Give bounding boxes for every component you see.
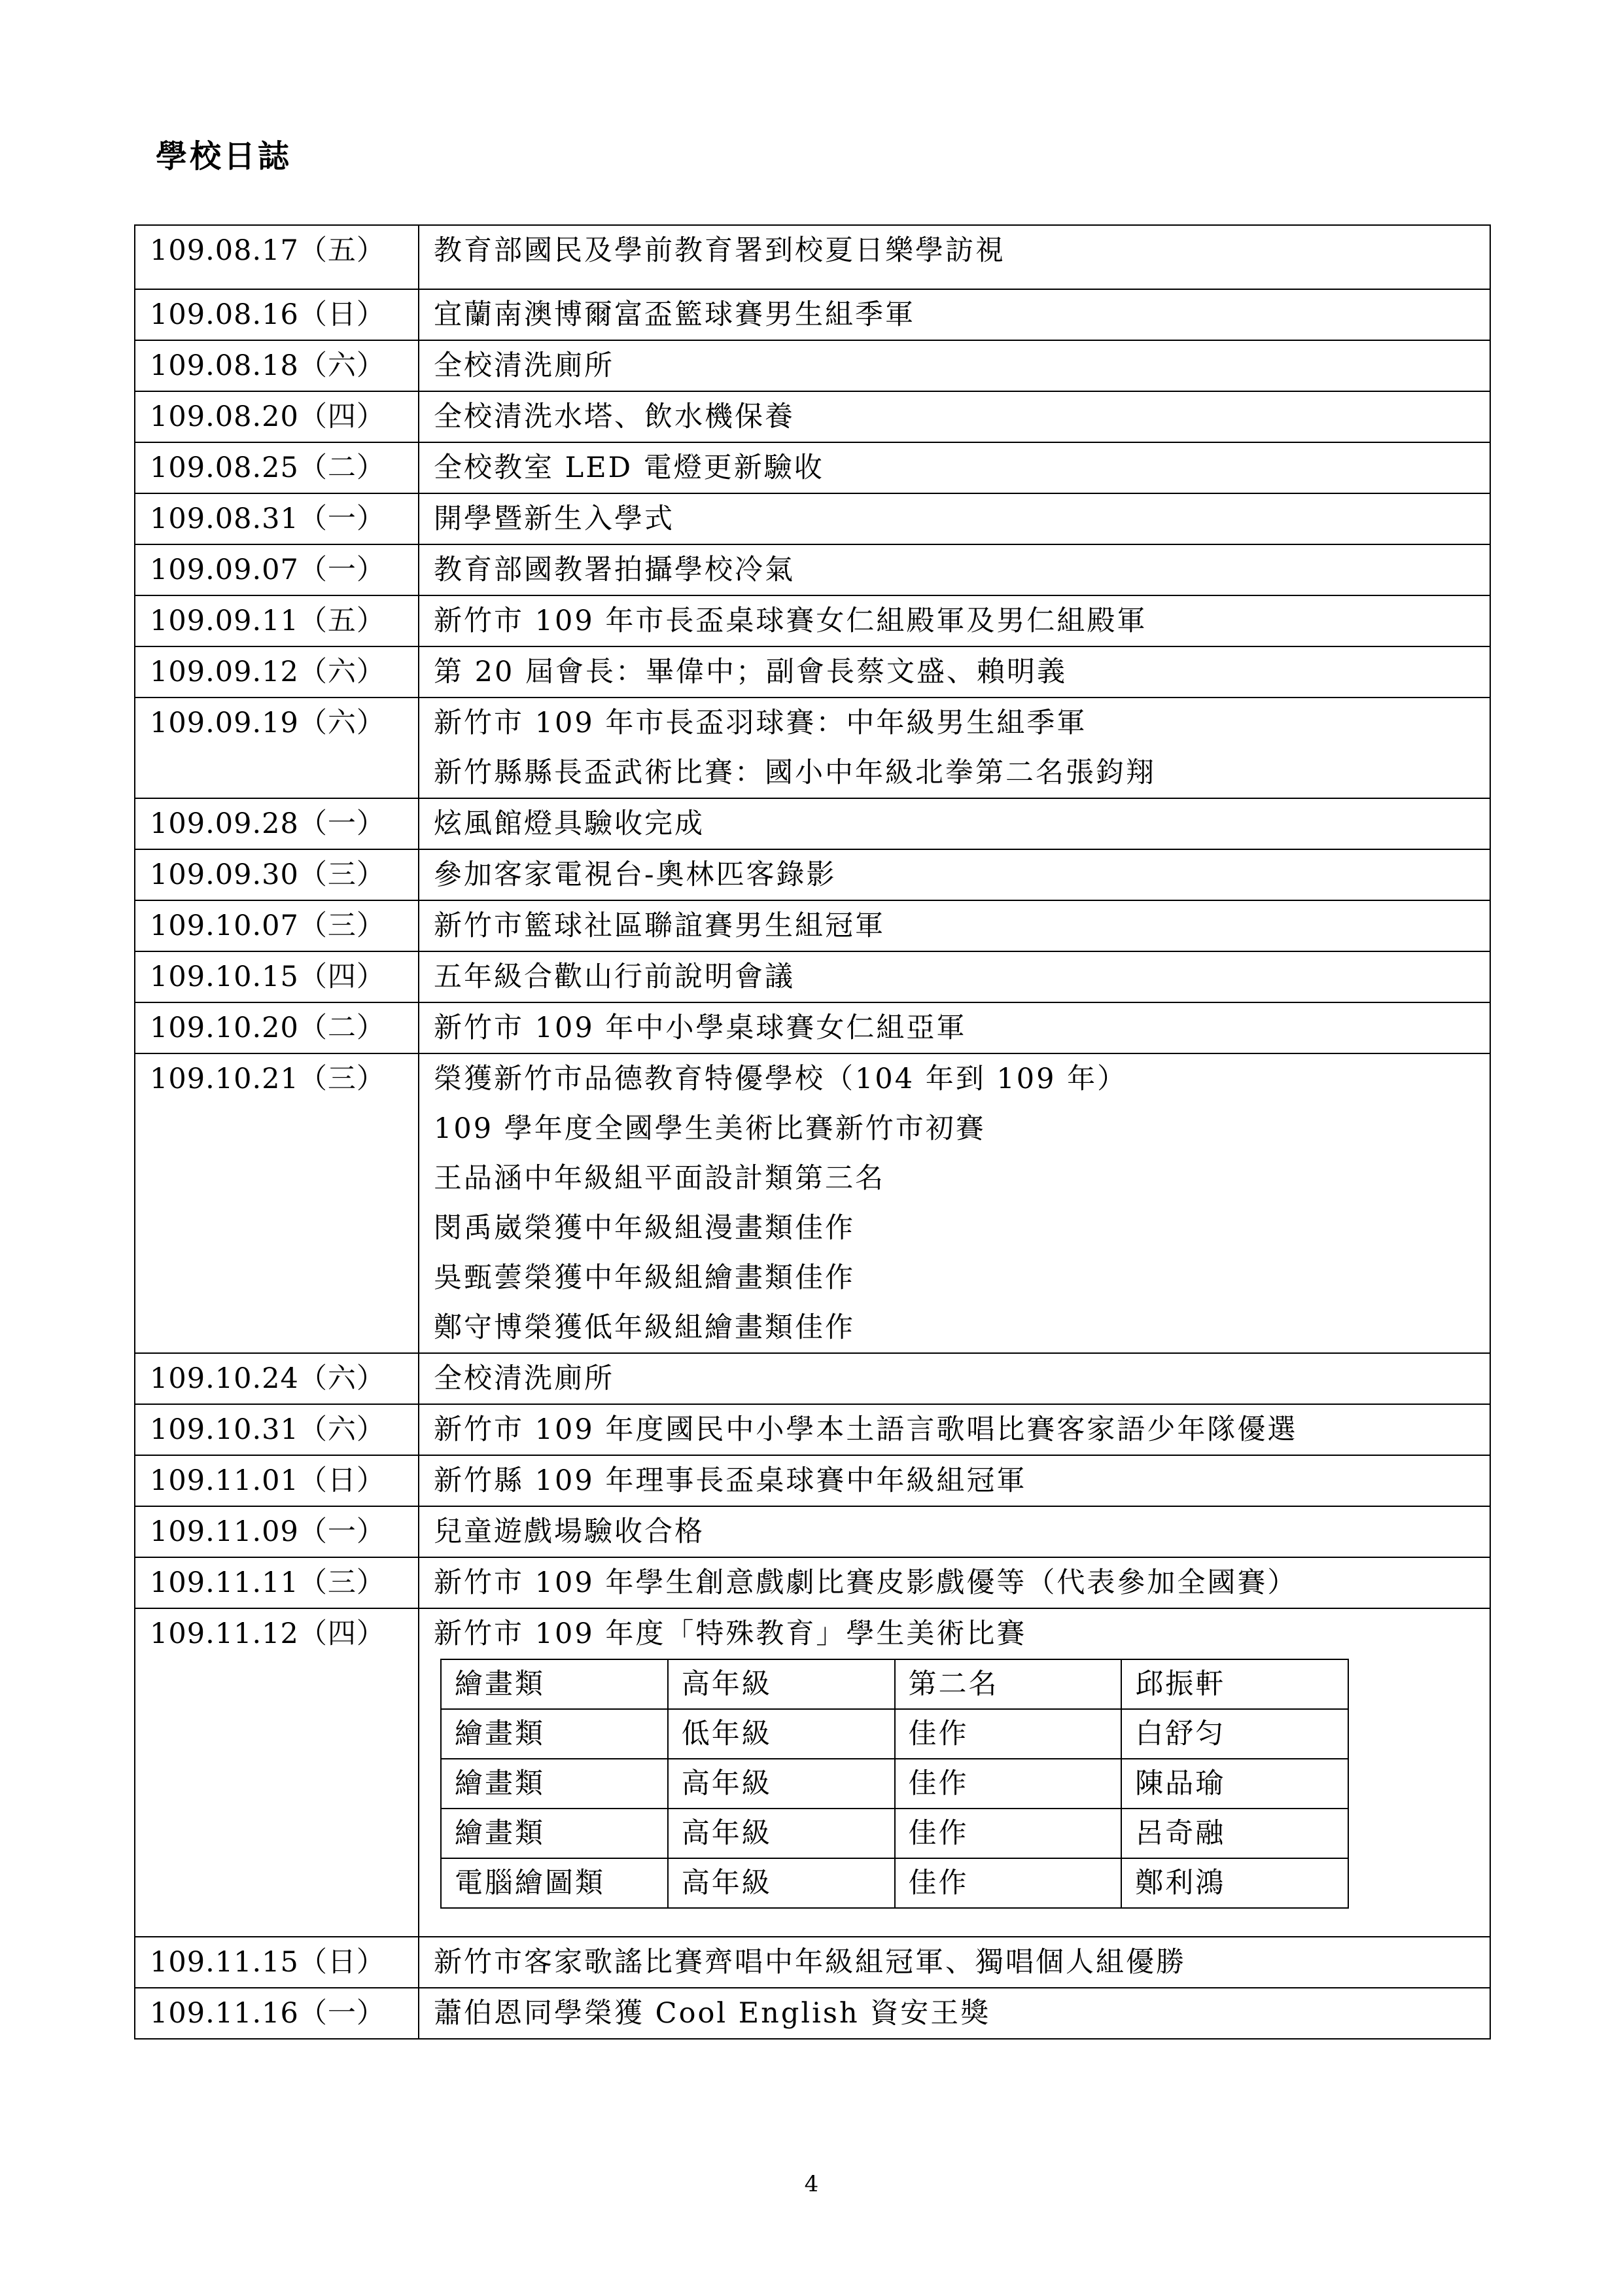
log-row [135,1053,1490,1353]
log-date: 109.08.25（二） [135,442,419,493]
log-date: 109.08.17（五） [135,225,419,289]
log-date: 109.10.31（六） [135,1404,419,1455]
log-row [135,951,1490,1002]
log-row [135,1404,1490,1455]
log-line: 新竹市 109 年市長盃羽球賽：中年級男生組季軍 [434,707,1087,739]
log-row [135,1608,1490,1937]
log-row [135,698,1490,798]
award-cell: 邱振軒 [1121,1659,1348,1709]
award-row [441,1759,1348,1809]
log-line: 全校清洗廁所 [434,1362,614,1395]
log-date: 109.11.09（一） [135,1506,419,1557]
award-cell: 繪畫類 [441,1709,668,1759]
log-description [419,1937,1490,1988]
award-row [441,1709,1348,1759]
log-date: 109.10.07（三） [135,900,419,951]
log-date: 109.11.11（三） [135,1557,419,1608]
award-cell: 陳品瑜 [1121,1759,1348,1809]
log-description [419,289,1490,340]
award-row [441,1809,1348,1858]
log-line: 兒童遊戲場驗收合格 [434,1515,705,1548]
award-cell: 高年級 [668,1759,895,1809]
log-line: 新竹市籃球社區聯誼賽男生組冠軍 [434,910,885,942]
log-row [135,1353,1490,1404]
award-cell: 呂奇融 [1121,1809,1348,1858]
log-row [135,900,1490,951]
log-description [419,1506,1490,1557]
log-row [135,225,1490,289]
award-cell: 佳作 [895,1809,1122,1858]
log-line: 宜蘭南澳博爾富盃籃球賽男生組季軍 [434,298,915,331]
log-description [419,698,1490,798]
log-row [135,1002,1490,1053]
log-row [135,1506,1490,1557]
log-date: 109.10.24（六） [135,1353,419,1404]
page-number: 4 [804,2171,819,2197]
log-line: 109 學年度全國學生美術比賽新竹市初賽 [434,1112,986,1145]
log-description [419,1404,1490,1455]
award-row [441,1659,1348,1709]
log-description [419,1353,1490,1404]
log-line: 新竹市客家歌謠比賽齊唱中年級組冠軍、獨唱個人組優勝 [434,1946,1186,1979]
log-line: 新竹市 109 年中小學桌球賽女仁組亞軍 [434,1012,967,1044]
award-cell: 繪畫類 [441,1809,668,1858]
log-row [135,493,1490,544]
award-cell: 佳作 [895,1709,1122,1759]
log-line: 閔禹崴榮獲中年級組漫畫類佳作 [434,1212,855,1245]
log-description [419,595,1490,646]
log-date: 109.10.15（四） [135,951,419,1002]
award-cell: 佳作 [895,1759,1122,1809]
log-description [419,340,1490,391]
log-line: 新竹市 109 年度國民中小學本土語言歌唱比賽客家語少年隊優選 [434,1413,1298,1446]
log-date: 109.11.16（一） [135,1988,419,2039]
log-description [419,225,1490,289]
log-date: 109.08.18（六） [135,340,419,391]
log-line: 炫風館燈具驗收完成 [434,807,705,840]
log-line: 吳甄蕓榮獲中年級組繪畫類佳作 [434,1262,855,1294]
log-line: 教育部國教署拍攝學校冷氣 [434,554,795,586]
log-description [419,951,1490,1002]
log-line: 新竹市 109 年學生創意戲劇比賽皮影戲優等（代表參加全國賽） [434,1566,1298,1599]
log-line: 鄭守博榮獲低年級組繪畫類佳作 [434,1311,855,1344]
log-line: 蕭伯恩同學榮獲 Cool English 資安王獎 [434,1997,991,2030]
log-line: 新竹縣 109 年理事長盃桌球賽中年級組冠軍 [434,1464,1027,1497]
log-line: 五年級合歡山行前說明會議 [434,961,795,993]
log-line: 開學暨新生入學式 [434,503,674,535]
log-line: 新竹市 109 年市長盃桌球賽女仁組殿軍及男仁組殿軍 [434,605,1147,637]
log-date: 109.08.16（日） [135,289,419,340]
log-row [135,1988,1490,2039]
award-cell: 佳作 [895,1858,1122,1908]
log-description [419,1608,1490,1937]
log-row [135,289,1490,340]
award-cell: 第二名 [895,1659,1122,1709]
log-description [419,391,1490,442]
log-description [419,1002,1490,1053]
log-description [419,1988,1490,2039]
log-date: 109.10.20（二） [135,1002,419,1053]
award-table [440,1659,1349,1909]
log-row [135,442,1490,493]
log-description [419,544,1490,595]
log-line: 全校清洗水塔、飲水機保養 [434,400,795,433]
log-line: 新竹縣縣長盃武術比賽：國小中年級北拳第二名張鈞翔 [434,756,1156,789]
log-row [135,1557,1490,1608]
log-line: 王品涵中年級組平面設計類第三名 [434,1162,885,1195]
award-row [441,1858,1348,1908]
award-cell: 白舒匀 [1121,1709,1348,1759]
log-line: 第 20 屆會長：畢偉中；副會長蔡文盛、賴明義 [434,656,1068,688]
log-date: 109.09.30（三） [135,849,419,900]
log-row [135,391,1490,442]
log-date: 109.09.07（一） [135,544,419,595]
page-title: 學校日誌 [156,138,292,175]
log-description [419,442,1490,493]
log-date: 109.11.15（日） [135,1937,419,1988]
award-cell: 鄭利鴻 [1121,1858,1348,1908]
log-description [419,646,1490,698]
log-date: 109.11.12（四） [135,1608,419,1937]
log-date: 109.08.31（一） [135,493,419,544]
award-cell: 電腦繪圖類 [441,1858,668,1908]
log-description [419,1053,1490,1353]
log-description [419,493,1490,544]
log-row [135,798,1490,849]
log-description [419,1557,1490,1608]
log-date: 109.09.12（六） [135,646,419,698]
log-date: 109.09.11（五） [135,595,419,646]
log-row [135,1937,1490,1988]
log-line: 教育部國民及學前教育署到校夏日樂學訪視 [434,234,1005,267]
log-row [135,646,1490,698]
log-date: 109.09.28（一） [135,798,419,849]
log-description [419,798,1490,849]
log-line: 參加客家電視台-奧林匹客錄影 [434,858,837,891]
log-line: 新竹市 109 年度「特殊教育」學生美術比賽 [434,1617,1027,1650]
log-date: 109.08.20（四） [135,391,419,442]
log-row [135,1455,1490,1506]
award-cell: 高年級 [668,1858,895,1908]
award-cell: 高年級 [668,1659,895,1709]
school-log-table [134,224,1491,2040]
award-cell: 高年級 [668,1809,895,1858]
log-row [135,849,1490,900]
log-row [135,595,1490,646]
log-date: 109.11.01（日） [135,1455,419,1506]
log-row [135,340,1490,391]
award-cell: 低年級 [668,1709,895,1759]
log-line: 榮獲新竹市品德教育特優學校（104 年到 109 年） [434,1063,1128,1095]
log-line: 全校清洗廁所 [434,349,614,382]
log-description [419,1455,1490,1506]
log-description [419,900,1490,951]
log-date: 109.10.21（三） [135,1053,419,1353]
award-cell: 繪畫類 [441,1759,668,1809]
log-line: 全校教室 LED 電燈更新驗收 [434,451,824,484]
log-description [419,849,1490,900]
log-row [135,544,1490,595]
award-cell: 繪畫類 [441,1659,668,1709]
log-date: 109.09.19（六） [135,698,419,798]
